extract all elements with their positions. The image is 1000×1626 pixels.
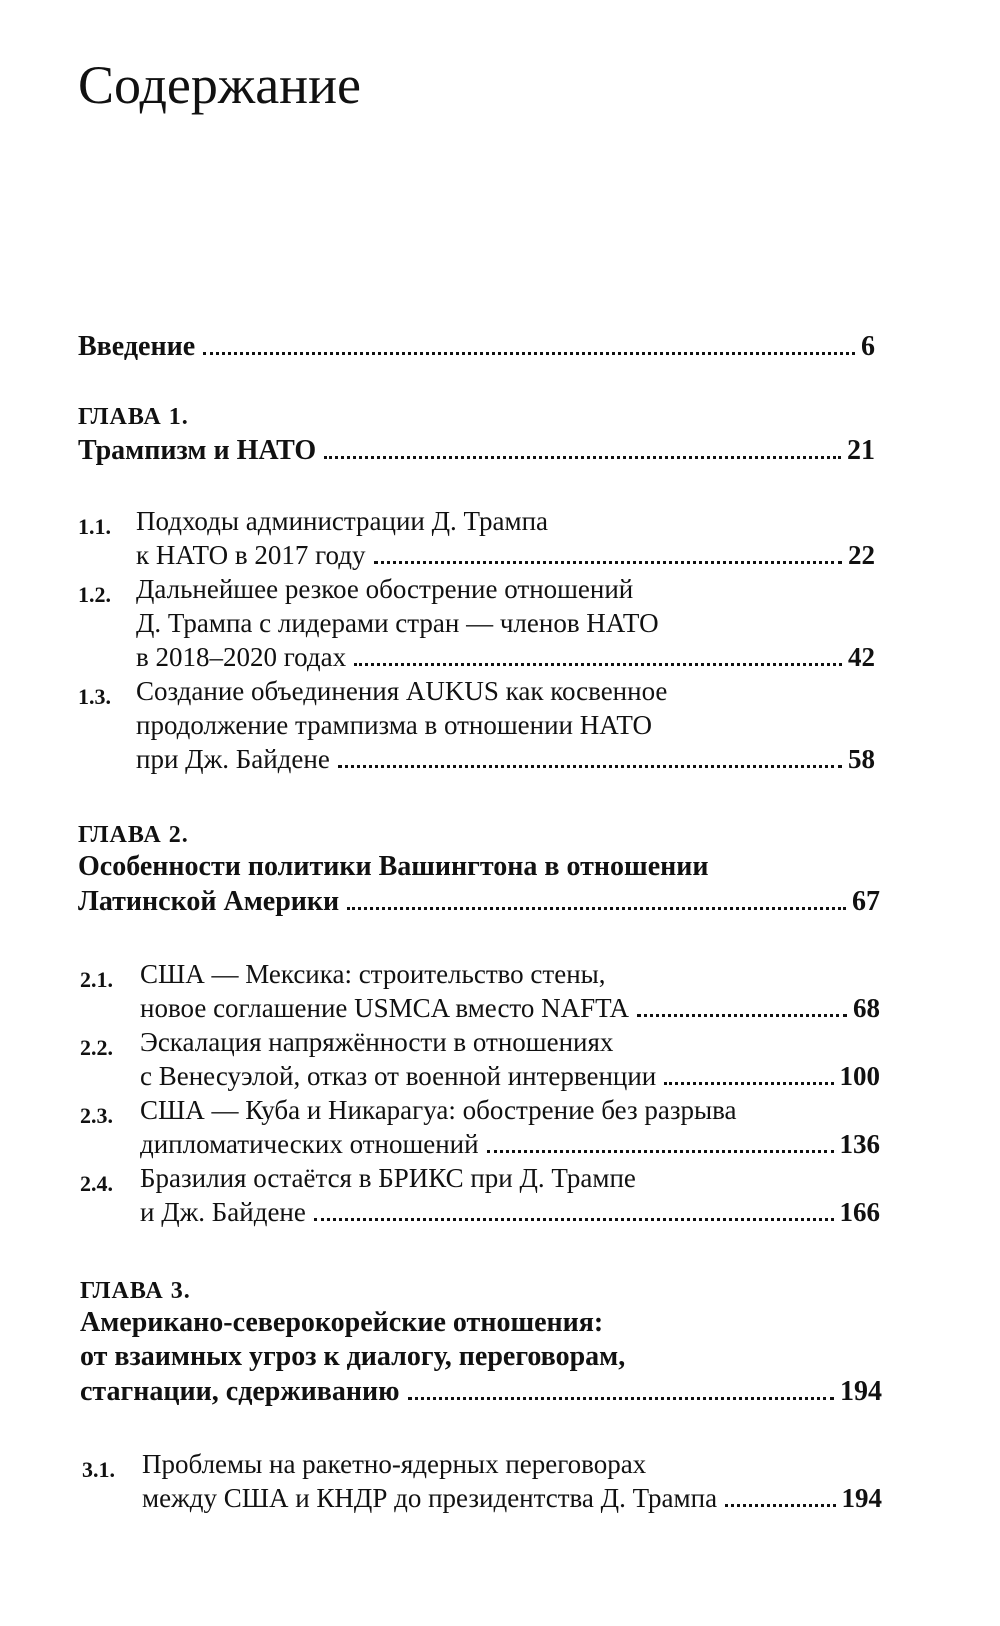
toc-entry-2-2[interactable] xyxy=(140,1063,880,1090)
entry-page: 58 xyxy=(848,744,875,774)
section-number: 1.1. xyxy=(78,514,111,539)
entry-page: 22 xyxy=(848,540,875,570)
chapter-3-label: ГЛАВА 3. xyxy=(80,1278,191,1304)
entry-label: Введение xyxy=(78,331,196,362)
toc-entry-3-1[interactable] xyxy=(142,1485,882,1512)
toc-entry-intro[interactable] xyxy=(78,333,875,361)
dot-leader xyxy=(408,1397,834,1400)
entry-label: стагнации, сдерживанию xyxy=(80,1376,400,1407)
entry-label: с Венесуэлой, отказ от военной интервенции xyxy=(140,1061,657,1091)
section-number: 2.2. xyxy=(80,1035,113,1060)
entry-page: 166 xyxy=(839,1197,880,1227)
chapter-1-label: ГЛАВА 1. xyxy=(78,404,189,430)
entry-label: между США и КНДР до президентства Д. Трампа xyxy=(142,1483,718,1513)
dot-leader xyxy=(347,907,846,910)
section-line: США — Куба и Никарагуа: обострение без разрыва xyxy=(140,1095,737,1125)
entry-page: 67 xyxy=(852,886,880,917)
entry-label: к НАТО в 2017 году xyxy=(136,540,366,570)
entry-label: Трампизм и НАТО xyxy=(78,435,317,466)
entry-label: новое соглашение USMCA вместо NAFTA xyxy=(140,993,629,1023)
dot-leader xyxy=(664,1082,833,1085)
entry-label: и Дж. Байдене xyxy=(140,1197,306,1227)
chapter-2-label: ГЛАВА 2. xyxy=(78,822,189,848)
page-title: Содержание xyxy=(78,55,361,115)
toc-entry-1-1[interactable] xyxy=(136,542,875,569)
section-number: 2.4. xyxy=(80,1171,113,1196)
section-line: продолжение трампизма в отношении НАТО xyxy=(136,710,652,740)
section-number: 1.3. xyxy=(78,684,111,709)
entry-page: 136 xyxy=(839,1129,880,1159)
entry-label: в 2018–2020 годах xyxy=(136,642,347,672)
section-number: 3.1. xyxy=(82,1457,115,1482)
entry-page: 21 xyxy=(847,435,875,466)
entry-label: при Дж. Байдене xyxy=(136,744,330,774)
section-line: США — Мексика: строительство стены, xyxy=(140,959,606,989)
toc-entry-1-2[interactable] xyxy=(136,644,875,671)
toc-entry-chapter-2[interactable] xyxy=(78,888,880,916)
section-line: Бразилия остаётся в БРИКС при Д. Трампе xyxy=(140,1163,636,1193)
dot-leader xyxy=(314,1218,834,1221)
entry-page: 6 xyxy=(861,331,875,362)
section-number: 2.1. xyxy=(80,967,113,992)
chapter-3-title-line: Американо-северокорейские отношения: xyxy=(80,1307,604,1338)
entry-page: 194 xyxy=(841,1483,882,1513)
toc-entry-2-3[interactable] xyxy=(140,1131,880,1158)
entry-page: 194 xyxy=(840,1376,882,1407)
toc-entry-1-3[interactable] xyxy=(136,746,875,773)
dot-leader xyxy=(637,1014,847,1017)
entry-page: 42 xyxy=(848,642,875,672)
section-line: Д. Трампа с лидерами стран — членов НАТО xyxy=(136,608,659,638)
entry-page: 68 xyxy=(853,993,880,1023)
toc-entry-chapter-3[interactable] xyxy=(80,1378,882,1406)
toc-entry-2-4[interactable] xyxy=(140,1199,880,1226)
section-number: 1.2. xyxy=(78,582,111,607)
toc-entry-2-1[interactable] xyxy=(140,995,880,1022)
section-line: Подходы администрации Д. Трампа xyxy=(136,506,549,536)
dot-leader xyxy=(203,352,855,355)
section-number: 2.3. xyxy=(80,1103,113,1128)
section-line: Создание объединения AUKUS как косвенное xyxy=(136,676,668,706)
dot-leader xyxy=(324,456,841,459)
entry-label: Латинской Америки xyxy=(78,886,340,917)
toc-entry-chapter-1[interactable] xyxy=(78,437,875,465)
section-line: Эскалация напряжённости в отношениях xyxy=(140,1027,614,1057)
entry-label: дипломатических отношений xyxy=(140,1129,479,1159)
dot-leader xyxy=(338,765,842,768)
entry-page: 100 xyxy=(839,1061,880,1091)
dot-leader xyxy=(487,1150,834,1153)
section-line: Дальнейшее резкое обострение отношений xyxy=(136,574,634,604)
chapter-3-title-line: от взаимных угроз к диалогу, переговорам, xyxy=(80,1341,626,1372)
chapter-2-title-line: Особенности политики Вашингтона в отношении xyxy=(78,851,709,882)
dot-leader xyxy=(725,1504,835,1507)
dot-leader xyxy=(354,663,842,666)
section-line: Проблемы на ракетно-ядерных переговорах xyxy=(142,1449,647,1479)
dot-leader xyxy=(374,561,843,564)
